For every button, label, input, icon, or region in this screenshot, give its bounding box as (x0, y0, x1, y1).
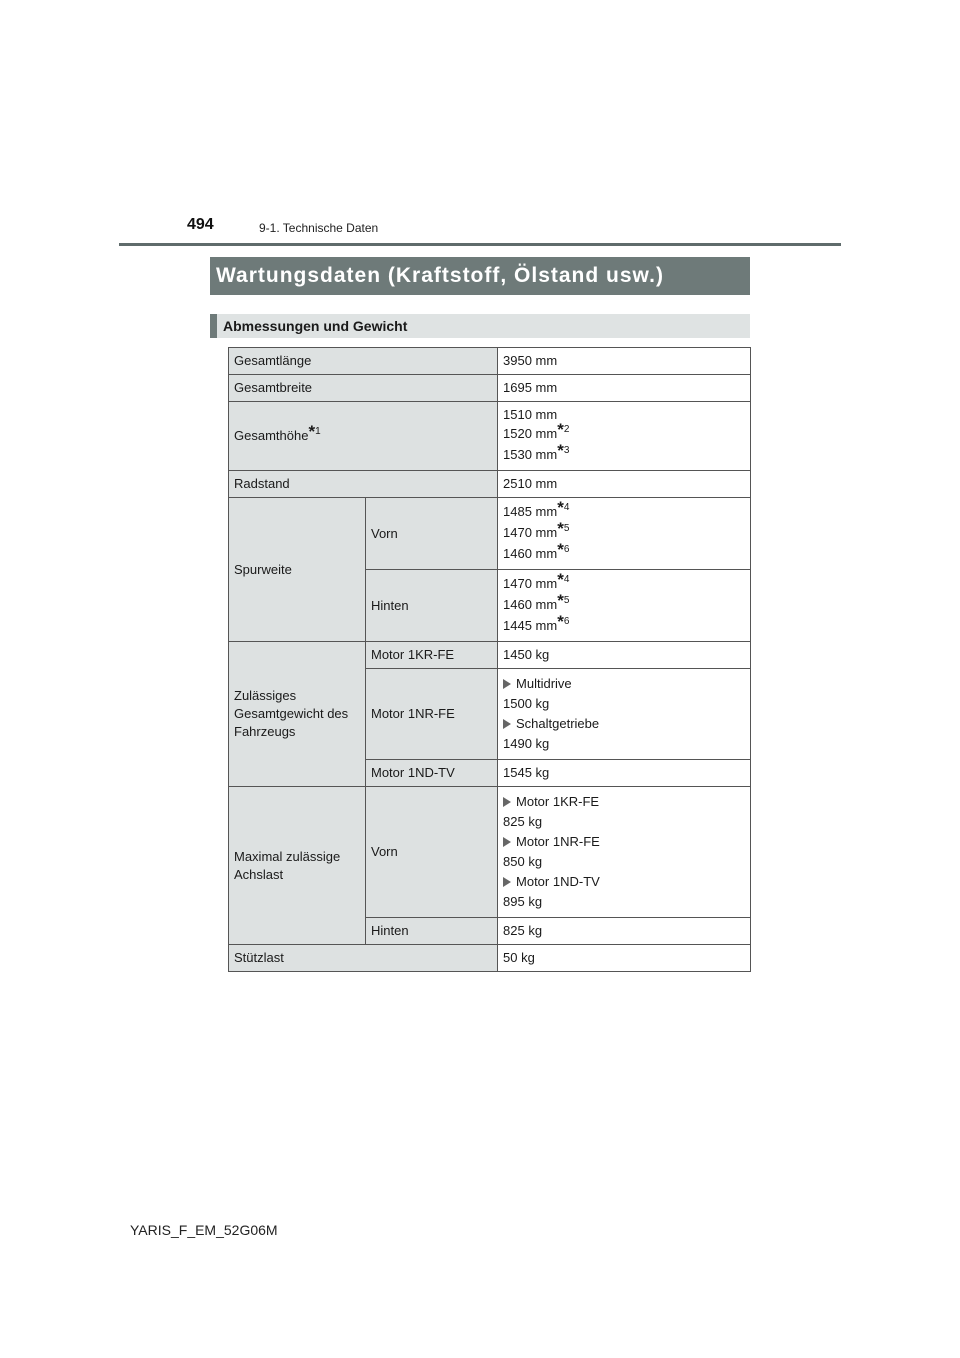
footnote-number: 6 (563, 544, 570, 555)
row-value: 1450 kg (498, 642, 751, 669)
row-value (498, 669, 751, 760)
footnote-star: * (557, 420, 564, 439)
sub-label: Motor 1ND-TV (366, 760, 498, 787)
footnote-number: 4 (563, 502, 570, 513)
table-row (229, 348, 751, 375)
option-heading: Motor 1ND-TV (503, 873, 745, 891)
value-line: 1530 mm*$^3$ (503, 441, 570, 462)
row-label-text: Gesamthöhe (234, 427, 309, 443)
value-line: 1445 mm*$^6$ (503, 612, 570, 633)
dimensions-weight-table (228, 347, 751, 972)
value-line: 1460 mm*$^6$ (503, 540, 570, 561)
footnote-star: * (557, 570, 564, 589)
row-value (498, 570, 751, 642)
option-value: 895 kg (503, 894, 543, 909)
triangle-bullet-icon (503, 719, 511, 729)
footnote-star: * (557, 612, 564, 631)
footnote-number: 5 (563, 523, 570, 534)
triangle-bullet-icon (503, 797, 511, 807)
triangle-bullet-icon (503, 837, 511, 847)
footnote-star: * (557, 441, 564, 460)
row-label: Gesamtbreite (229, 375, 498, 402)
value-line: 1470 mm*$^4$ (503, 570, 570, 591)
row-value (498, 787, 751, 918)
sub-label: Hinten (366, 918, 498, 945)
sub-label: Motor 1KR-FE (366, 642, 498, 669)
footnote-star: * (557, 540, 564, 559)
row-value: 50 kg (498, 945, 751, 972)
footnote-star: * (557, 591, 564, 610)
footnote-star: * (557, 519, 564, 538)
table-row (229, 402, 751, 471)
value-line: 1520 mm*$^2$ (503, 420, 570, 441)
footnote-number: 3 (563, 445, 570, 456)
value-line: 1460 mm*$^5$ (503, 591, 570, 612)
footnote-star: * (557, 498, 564, 517)
value-line: 1470 mm*$^5$ (503, 519, 570, 540)
sub-label: Vorn (366, 787, 498, 918)
footnote-number: 6 (563, 616, 570, 627)
footnote-number: 2 (563, 424, 570, 435)
document-code: YARIS_F_EM_52G06M (130, 1222, 278, 1238)
section-heading: Abmessungen und Gewicht (210, 314, 750, 338)
triangle-bullet-icon (503, 877, 511, 887)
option-value: 850 kg (503, 854, 543, 869)
triangle-bullet-icon (503, 679, 511, 689)
table-row (229, 375, 751, 402)
option-value: 1500 kg (503, 696, 550, 711)
footnote-number: 1 (315, 425, 321, 437)
option-value: 1490 kg (503, 736, 550, 751)
table-row (229, 471, 751, 498)
sub-label: Hinten (366, 570, 498, 642)
option-heading: Schaltgetriebe (503, 715, 745, 733)
page-number: 494 (187, 216, 214, 233)
footnote-number: 5 (563, 595, 570, 606)
table-row (229, 498, 751, 570)
row-value: 2510 mm (498, 471, 751, 498)
header-divider (119, 243, 841, 246)
row-label: Zulässiges Gesamtgewicht des Fahrzeugs (229, 642, 366, 787)
option-heading: Multidrive (503, 675, 745, 693)
row-label (229, 402, 498, 471)
row-value: 1695 mm (498, 375, 751, 402)
row-value (498, 498, 751, 570)
option-heading: Motor 1NR-FE (503, 833, 745, 851)
row-label: Spurweite (229, 498, 366, 642)
sub-label: Vorn (366, 498, 498, 570)
row-label: Gesamtlänge (229, 348, 498, 375)
table-row (229, 642, 751, 669)
option-heading: Motor 1KR-FE (503, 793, 745, 811)
row-value: 3950 mm (498, 348, 751, 375)
table-row (229, 945, 751, 972)
row-value: 825 kg (498, 918, 751, 945)
sub-label: Motor 1NR-FE (366, 669, 498, 760)
row-value: 1545 kg (498, 760, 751, 787)
row-label: Radstand (229, 471, 498, 498)
footnote-number: 4 (563, 574, 570, 585)
row-value (498, 402, 751, 471)
table-row (229, 787, 751, 918)
footnote-star: * (308, 421, 316, 441)
option-value: 825 kg (503, 814, 543, 829)
row-label: Stützlast (229, 945, 498, 972)
page-title: Wartungsdaten (Kraftstoff, Ölstand usw.) (210, 257, 750, 295)
row-label: Maximal zulässige Achslast (229, 787, 366, 945)
value-line: 1485 mm*$^4$ (503, 498, 570, 519)
section-label: 9-1. Technische Daten (259, 221, 379, 235)
value-line: 1510 mm (503, 407, 558, 422)
